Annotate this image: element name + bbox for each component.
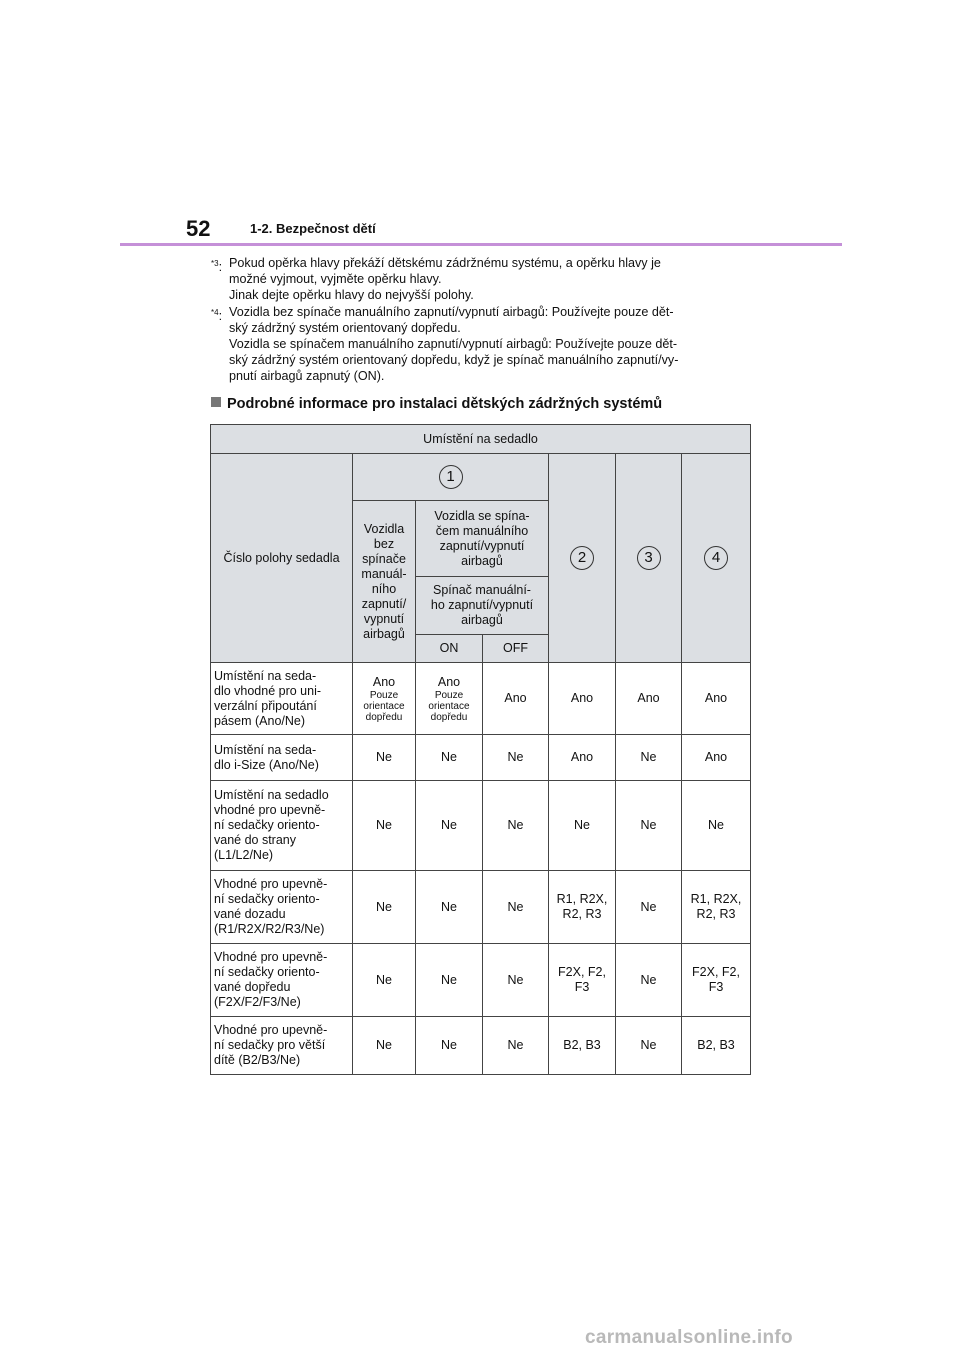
table-cell: Ne <box>616 735 682 781</box>
seat-number-2-icon: 2 <box>570 546 594 570</box>
footnote-line: Pokud opěrka hlavy překáží dětskému zádržnému systému, a opěrku hlavy je <box>229 256 661 270</box>
table-cell: R1, R2X, R2, R3 <box>549 871 616 944</box>
no-switch-header: Vozidla bez spínače manuál- ního zapnutí/ vypnutí airbagů <box>353 501 416 663</box>
footnote-line: Jinak dejte opěrku hlavy do nejvyšší polohy. <box>229 287 474 302</box>
table-cell: Ne <box>483 735 549 781</box>
seat-number-4-icon: 4 <box>704 546 728 570</box>
table-cell: F2X, F2, F3 <box>549 944 616 1017</box>
table-cell: Ne <box>483 781 549 871</box>
seat-number-3-icon: 3 <box>637 546 661 570</box>
seat-position-table <box>210 424 751 1075</box>
table-cell: B2, B3 <box>549 1017 616 1075</box>
row-label: Umístění na seda- dlo i-Size (Ano/Ne) <box>211 735 353 781</box>
seat-3-header <box>616 454 682 663</box>
table-cell: Ne <box>416 944 483 1017</box>
row-label: Vhodné pro upevně- ní sedačky oriento- vané dopředu (F2X/F2/F3/Ne) <box>211 944 353 1017</box>
table-row <box>211 781 751 871</box>
seat-4-header <box>682 454 751 663</box>
seat-number-1-icon: 1 <box>439 465 463 489</box>
footnote-line: pnutí airbagů zapnutý (ON). <box>229 368 385 383</box>
watermark: carmanualsonline.info <box>585 1327 793 1348</box>
table-cell: Ano <box>549 735 616 781</box>
table-cell: Ano <box>549 663 616 735</box>
table-cell: Ne <box>616 1017 682 1075</box>
footnote-line: Vozidla bez spínače manuálního zapnutí/vypnutí airbagů: Používejte pouze dět- <box>229 305 674 320</box>
row-label: Vhodné pro upevně- ní sedačky pro větší dítě (B2/B3/Ne) <box>211 1017 353 1075</box>
switch-label-header: Spínač manuální- ho zapnutí/vypnutí airbagů <box>416 577 549 635</box>
table-row <box>211 871 751 944</box>
footnote-line: možné vyjmout, vyjměte opěrku hlavy. <box>229 271 442 286</box>
row-label: Umístění na sedadlo vhodné pro upevně- ní sedačky oriento- vané do strany (L1/L2/Ne) <box>211 781 353 871</box>
footnote-line: ský zádržný systém orientovaný dopředu. <box>229 321 461 336</box>
page-number: 52 <box>186 216 211 241</box>
table-cell: Ne <box>416 781 483 871</box>
table-cell: Ano <box>682 735 751 781</box>
table-cell: Ne <box>616 871 682 944</box>
on-header: ON <box>416 635 483 663</box>
footnote-line: Vozidla se spínačem manuálního zapnutí/vypnutí airbagů: Používejte pouze dět- <box>229 336 678 351</box>
table-cell: Ano <box>616 663 682 735</box>
table-cell: R1, R2X, R2, R3 <box>682 871 751 944</box>
table-cell: Ne <box>353 871 416 944</box>
table-cell: Ne <box>416 1017 483 1075</box>
seat-1-header <box>353 454 549 501</box>
seat-2-header <box>549 454 616 663</box>
table-cell: Ne <box>682 781 751 871</box>
section-title: 1-2. Bezpečnost dětí <box>250 221 376 236</box>
table-cell: Ne <box>616 781 682 871</box>
seat-number-label: Číslo polohy sedadla <box>211 454 353 663</box>
table-cell: Ne <box>353 735 416 781</box>
table-cell: Ano <box>682 663 751 735</box>
row-label: Vhodné pro upevně- ní sedačky oriento- vané dozadu (R1/R2X/R2/R3/Ne) <box>211 871 353 944</box>
table-cell: Ne <box>416 735 483 781</box>
table-cell: Ano <box>483 663 549 735</box>
table-row <box>211 1017 751 1075</box>
footnote-line: ský zádržný systém orientovaný dopředu, když je spínač manuálního zapnutí/vy- <box>229 352 679 367</box>
table-row <box>211 735 751 781</box>
table-cell: F2X, F2, F3 <box>682 944 751 1017</box>
table-cell: Ne <box>483 1017 549 1075</box>
table-cell: Ne <box>353 781 416 871</box>
footnote-mark: $^{*3}$: <box>211 259 223 274</box>
square-bullet-icon <box>211 397 221 407</box>
table-cell: Ne <box>549 781 616 871</box>
footnote-3 <box>211 256 751 303</box>
table-row <box>211 663 751 735</box>
table-cell: Ne <box>353 944 416 1017</box>
row-label: Umístění na seda- dlo vhodné pro uni- verzální připoutání pásem (Ano/Ne) <box>211 663 353 735</box>
footnote-4 <box>211 305 751 384</box>
seat-location-header: Umístění na sedadlo <box>211 425 751 454</box>
table-cell: Ne <box>353 1017 416 1075</box>
table-row <box>211 944 751 1017</box>
sub-heading-text: Podrobné informace pro instalaci dětských zádržných systémů <box>227 396 663 412</box>
table-cell: B2, B3 <box>682 1017 751 1075</box>
table-cell: Ne <box>416 871 483 944</box>
header-divider <box>120 243 842 246</box>
footnote-mark: $^{*4}$: <box>211 308 223 324</box>
table-cell: Ne <box>483 871 549 944</box>
with-switch-header: Vozidla se spína- čem manuálního zapnutí/vypnutí airbagů <box>416 501 549 577</box>
table-cell: Ano Pouze orientace dopředu <box>353 663 416 735</box>
table-cell: Ne <box>483 944 549 1017</box>
table-cell: Ne <box>616 944 682 1017</box>
sub-heading <box>211 396 662 412</box>
footnotes <box>211 256 751 386</box>
off-header: OFF <box>483 635 549 663</box>
table-cell: Ano Pouze orientace dopředu <box>416 663 483 735</box>
